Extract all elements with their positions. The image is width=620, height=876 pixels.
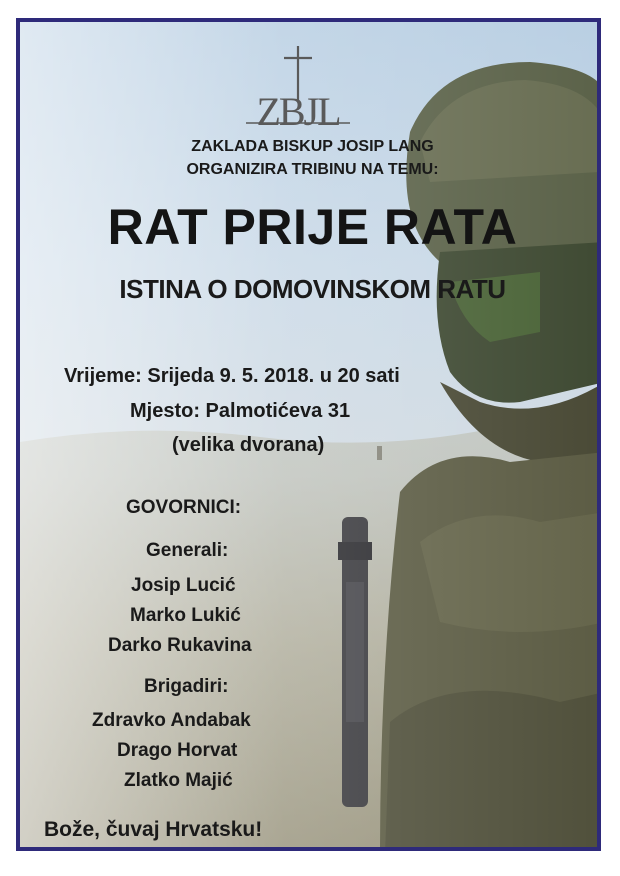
event-time: Vrijeme: Srijeda 9. 5. 2018. u 20 sati xyxy=(64,365,400,387)
event-place: Mjesto: Palmotićeva 31 xyxy=(130,400,351,422)
closing-slogan: Bože, čuvaj Hrvatsku! xyxy=(44,818,263,841)
poster-frame xyxy=(16,18,601,851)
event-subtitle: ISTINA O DOMOVINSKOM RATU xyxy=(119,274,506,304)
event-room: (velika dvorana) xyxy=(172,434,325,456)
general-name: Marko Lukić xyxy=(130,605,241,626)
organizer-line-1: ZAKLADA BISKUP JOSIP LANG xyxy=(191,138,434,155)
brigadiers-heading: Brigadiri: xyxy=(144,676,229,697)
organizer-line-2: ORGANIZIRA TRIBINU NA TEMU: xyxy=(186,161,439,178)
generals-heading: Generali: xyxy=(146,540,229,561)
foundation-logo xyxy=(242,44,354,134)
brigadier-name: Drago Horvat xyxy=(117,740,238,761)
speakers-heading: GOVORNICI: xyxy=(126,497,242,518)
event-title: RAT PRIJE RATA xyxy=(107,199,518,255)
logo-text: ZBJL xyxy=(256,89,340,134)
general-name: Josip Lucić xyxy=(131,575,236,596)
brigadier-name: Zdravko Andabak xyxy=(92,710,251,731)
brigadier-name: Zlatko Majić xyxy=(124,770,233,791)
general-name: Darko Rukavina xyxy=(108,635,252,656)
